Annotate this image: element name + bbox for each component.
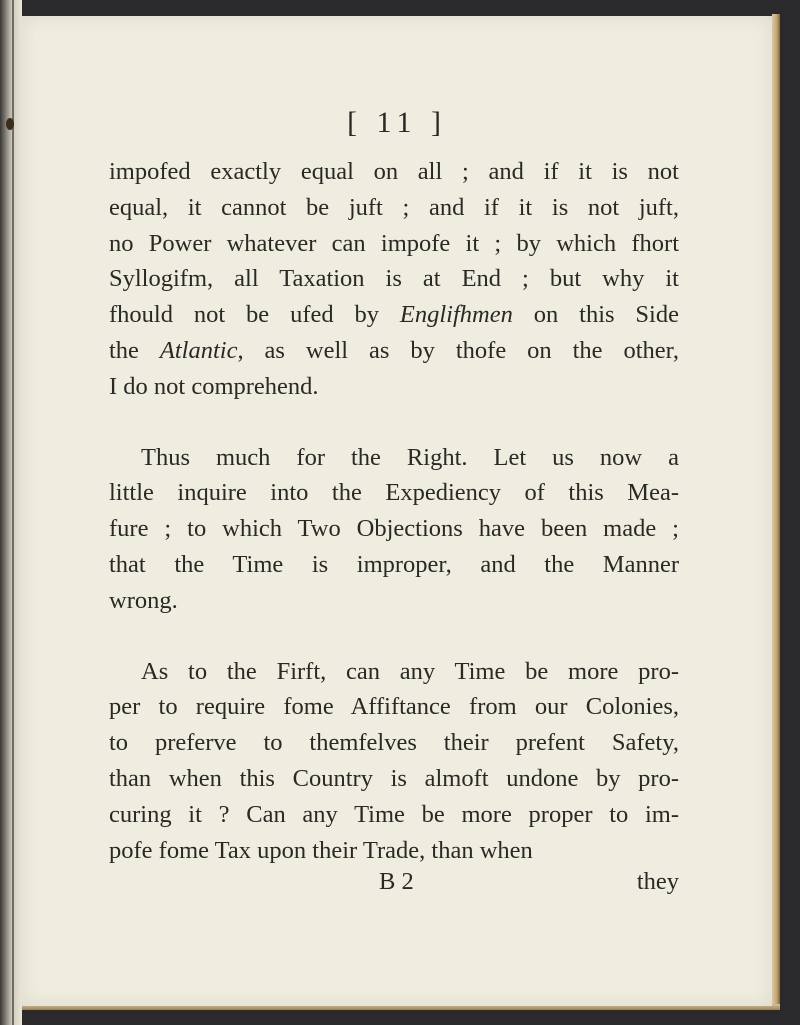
text-line [109, 369, 679, 405]
text-line [109, 761, 679, 797]
text-segment: I do not comprehend. [109, 372, 319, 400]
text-segment: equal, it cannot be juft ; and if it is not juft, [109, 193, 679, 221]
binding-edge [0, 0, 22, 1025]
page-fore-edge [772, 14, 780, 1010]
catchword: they [636, 868, 679, 895]
text-line [109, 654, 679, 690]
italic-text: Englifhmen [399, 301, 513, 329]
text-segment: impofed exactly equal on all ; and if it is not [109, 158, 679, 185]
signature-mark: B 2 [379, 868, 414, 895]
text-line [109, 547, 679, 583]
text-line [109, 511, 679, 547]
text-segment: than when this Country is almoft undone by pro- [109, 764, 679, 792]
text-segment: pofe fome Tax upon their Trade, than when [109, 836, 533, 864]
text-segment: on this Side [512, 301, 679, 329]
text-line [109, 297, 679, 333]
text-line [109, 725, 679, 761]
text-line [109, 689, 679, 725]
body-text [109, 154, 679, 868]
text-segment: fure ; to which Two Objections have been made ; [109, 515, 679, 543]
text-segment: little inquire into the Expediency of this Mea- [109, 479, 679, 507]
text-segment: , as well as by thofe on the other, [237, 336, 679, 364]
text-segment: curing it ? Can any Time be more proper to im- [109, 800, 679, 828]
text-segment: Thus much for the Right. Let us now a [141, 443, 679, 471]
text-segment: Syllogifm, all Taxation is at End ; but why it [109, 265, 679, 293]
binding-line [12, 0, 14, 1025]
paragraph-gap [109, 405, 679, 440]
text-line [109, 226, 679, 262]
text-segment: wrong. [109, 586, 178, 614]
text-segment: to preferve to themfelves their prefent Safety, [109, 729, 679, 757]
ink-blot [6, 118, 14, 130]
text-segment: fhould not be ufed by [109, 301, 400, 329]
page-number: [ 11 ] [347, 106, 447, 139]
paragraph-gap [109, 619, 679, 654]
page-footer [109, 868, 679, 904]
text-segment: the [109, 336, 160, 364]
italic-text: Atlantic [159, 336, 238, 364]
text-segment: that the Time is improper, and the Manner [109, 550, 679, 578]
text-line [109, 261, 679, 297]
text-line [109, 797, 679, 833]
text-segment: As to the Firft, can any Time be more pro- [141, 657, 679, 685]
text-line [109, 833, 679, 869]
text-line [109, 190, 679, 226]
text-line [109, 440, 679, 476]
book-page [22, 16, 772, 1006]
text-line [109, 333, 679, 369]
text-line [109, 475, 679, 511]
text-segment: per to require fome Affiftance from our Colonies, [109, 693, 679, 721]
text-line [109, 583, 679, 619]
text-line [109, 154, 679, 190]
text-segment: no Power whatever can impofe it ; by which fhort [109, 229, 679, 257]
